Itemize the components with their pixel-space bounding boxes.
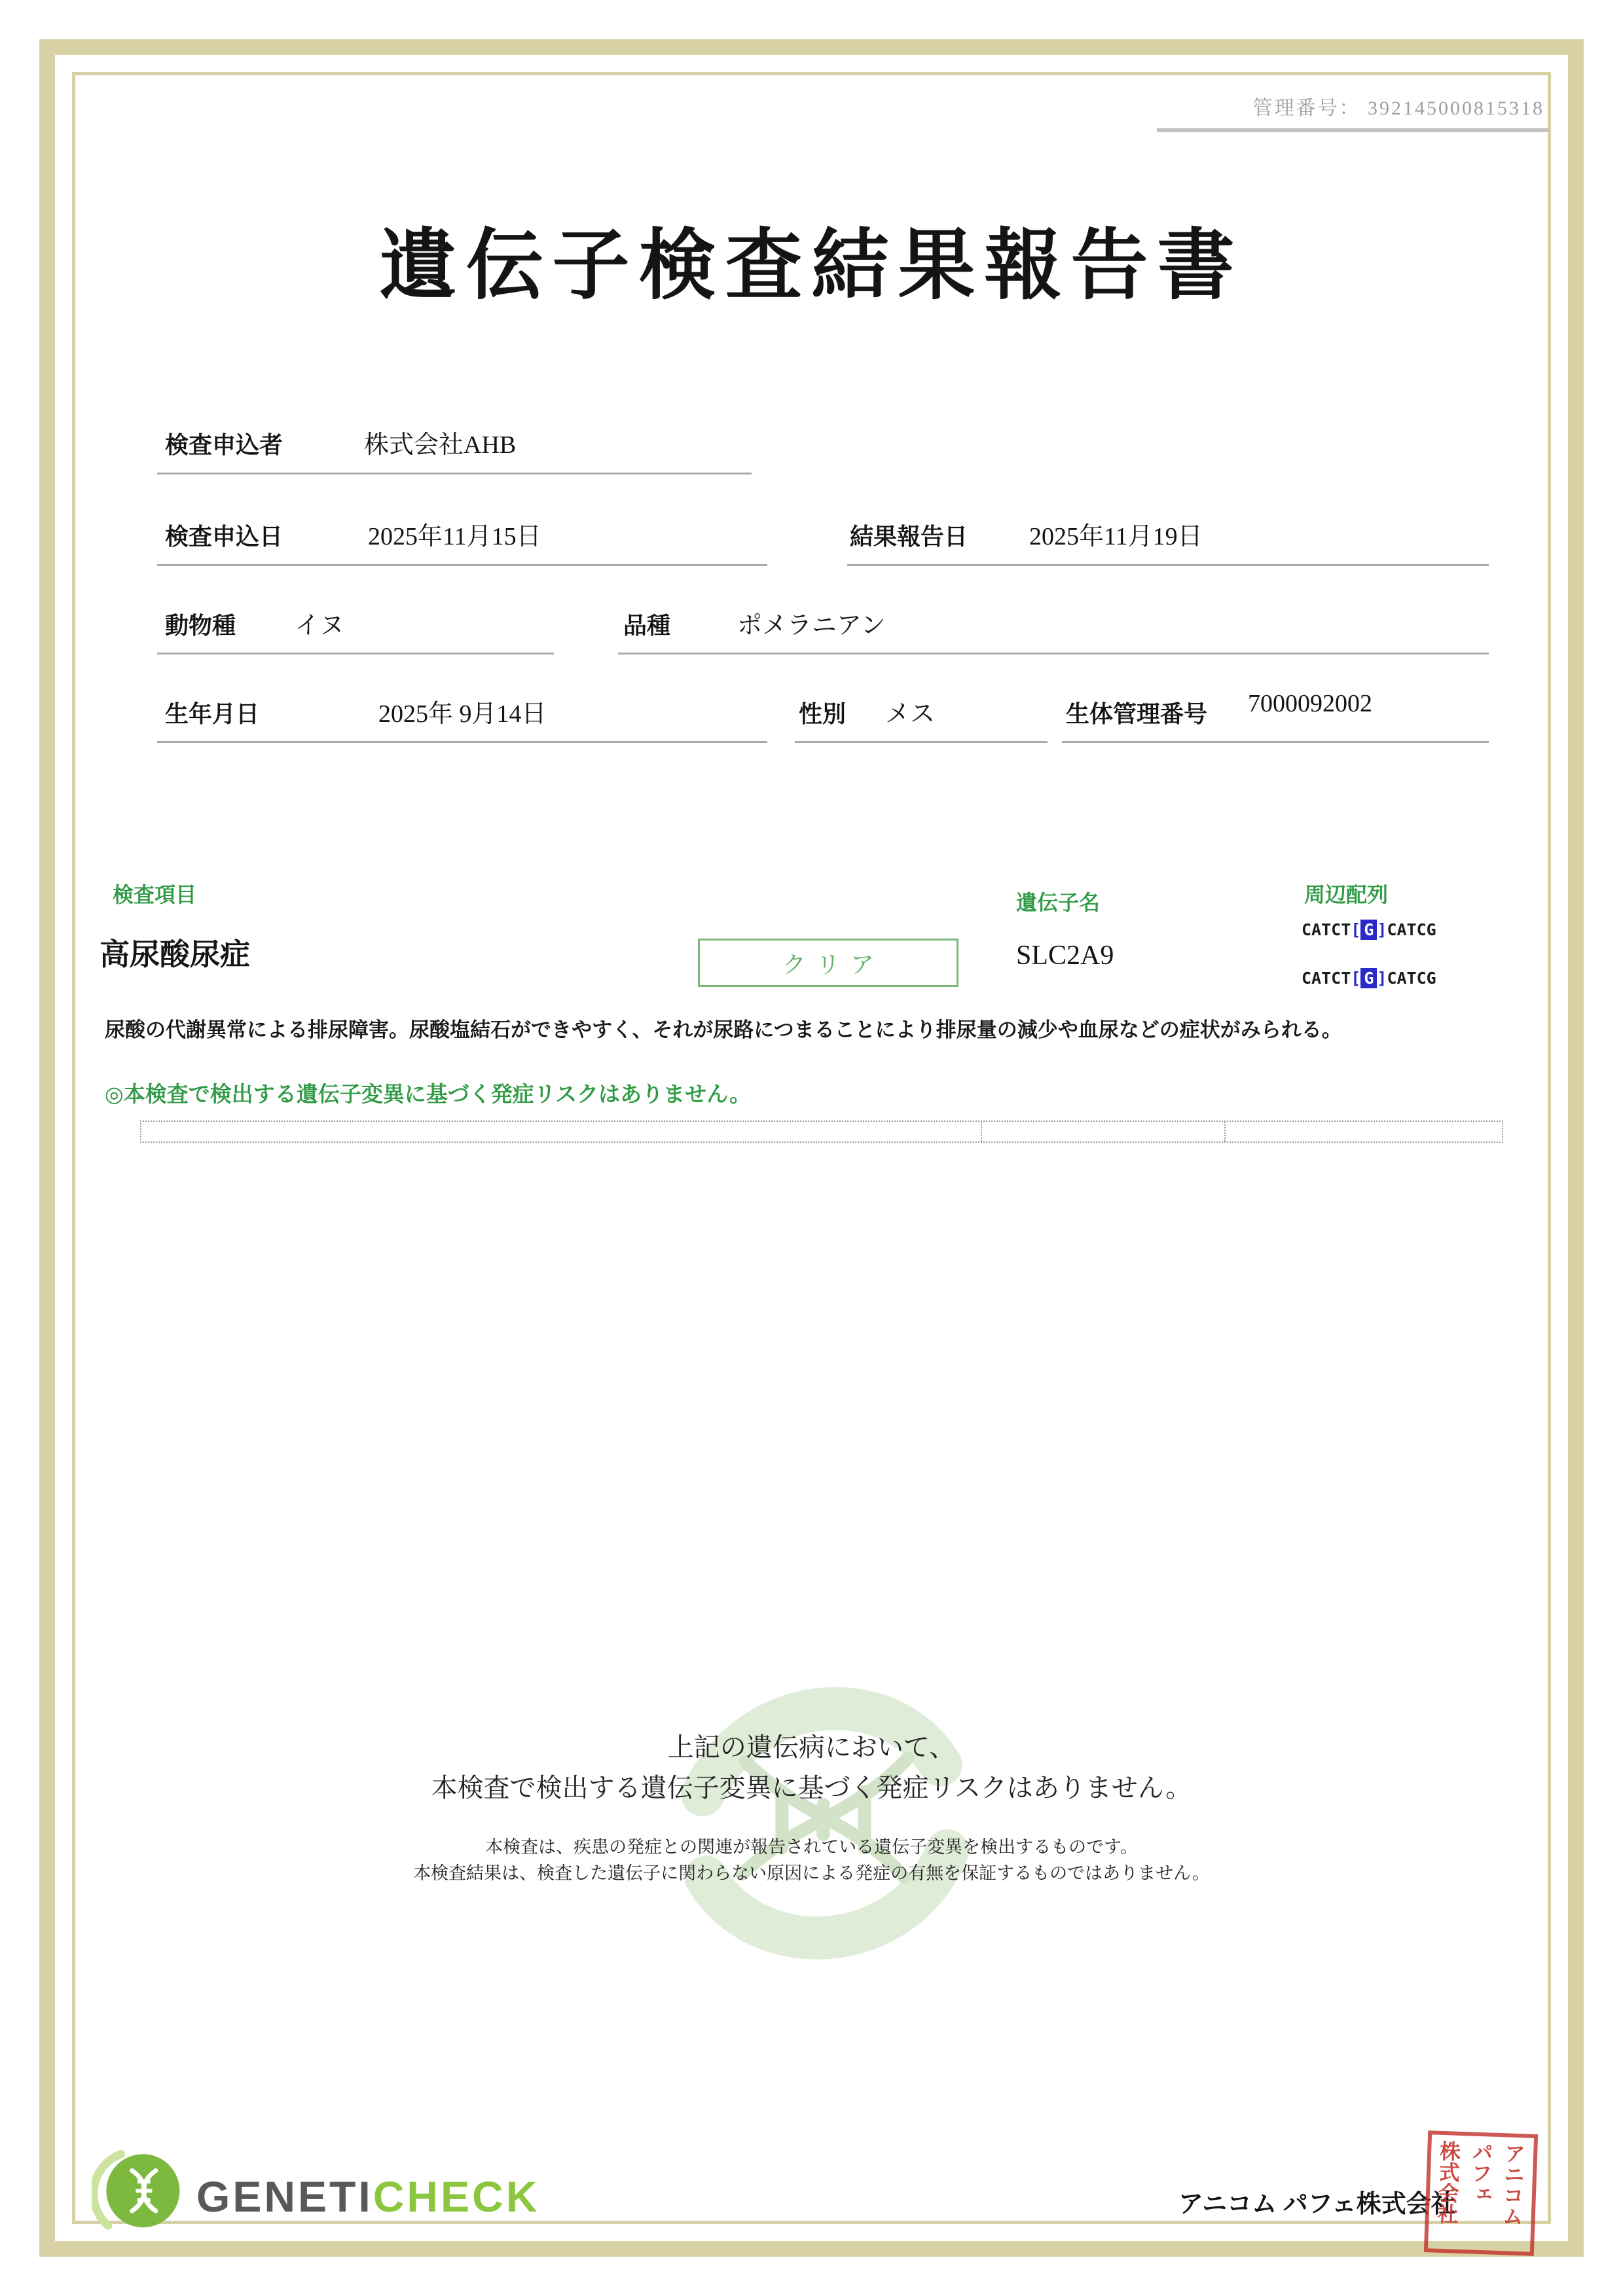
results-dotted-row: [140, 1121, 1503, 1143]
test-item-column-header: 検査項目: [113, 883, 197, 906]
sequence-suffix: CATCG: [1387, 969, 1436, 988]
sequence-suffix: CATCG: [1387, 920, 1436, 939]
report-date-underline: [847, 564, 1489, 566]
application-date-label: 検査申込日: [165, 524, 283, 550]
gene-name-value: SLC2A9: [1016, 941, 1114, 971]
disease-description: 尿酸の代謝異常による排尿障害。尿酸塩結石ができやすく、それが尿路につまることにより排尿量の減少や血尿などの症状がみられる。: [105, 1018, 1342, 1041]
control-number: [1253, 92, 1545, 120]
sequence-open-bracket: [: [1351, 920, 1361, 939]
dna-watermark-icon: [655, 1656, 989, 1986]
sequence-close-bracket: ]: [1377, 969, 1387, 988]
summary-line-2: 本検査で検出する遺伝子変異に基づく発症リスクはありません。: [431, 1774, 1192, 1803]
summary-line-1: 上記の遺伝病において、: [667, 1733, 956, 1762]
sex-value: メス: [885, 700, 936, 728]
brand-wordmark-check: CHECK: [373, 2172, 540, 2221]
control-number-value: 392145000815318: [1368, 98, 1544, 119]
sequence-variant-base: G: [1360, 968, 1377, 988]
gene-name-column-header: 遺伝子名: [1016, 891, 1101, 914]
sex-underline: [795, 741, 1048, 743]
summary-note-2: 本検査結果は、検査した遺伝子に関わらない原因による発症の有無を保証するものではありません。: [413, 1863, 1210, 1883]
disease-name: 高尿酸尿症: [100, 938, 250, 971]
application-date-value: 2025年11月15日: [368, 523, 541, 550]
animal-id-value: 7000092002: [1248, 690, 1372, 717]
brand-wordmark: [196, 2172, 539, 2221]
risk-note: ◎本検査で検出する遺伝子変異に基づく発症リスクはありません。: [105, 1083, 752, 1107]
applicant-label: 検査申込者: [165, 432, 283, 458]
breed-value: ポメラニアン: [737, 612, 886, 639]
report-date-label: 結果報告日: [850, 524, 968, 550]
birth-date-label: 生年月日: [165, 701, 260, 727]
sequence-open-bracket: [: [1351, 969, 1361, 988]
sequence-prefix: CATCT: [1302, 920, 1351, 939]
species-label: 動物種: [165, 613, 236, 639]
sequence-variant-base: G: [1360, 920, 1377, 940]
issuer-company-name: アニコム パフェ株式会社: [1178, 2191, 1456, 2218]
birth-date-value: 2025年 9月14日: [378, 700, 547, 728]
sex-label: 性別: [799, 701, 847, 727]
dotted-divider-2: [1224, 1122, 1226, 1141]
sequence-close-bracket: ]: [1377, 920, 1387, 939]
flanking-sequence-column-header: 周辺配列: [1304, 883, 1389, 906]
species-value: イヌ: [295, 612, 345, 639]
brand-wordmark-geneti: GENETI: [196, 2172, 373, 2221]
seal-column-2: パフェ: [1467, 2141, 1494, 2205]
birth-date-underline: [157, 741, 767, 743]
breed-label: 品種: [623, 613, 671, 639]
result-status-badge: クリア: [698, 939, 958, 987]
dotted-divider-1: [981, 1122, 982, 1141]
seal-column-3: 株式会社: [1434, 2140, 1461, 2225]
flanking-sequence-line-2: [1302, 969, 1436, 988]
animal-id-underline: [1062, 741, 1489, 743]
flanking-sequence-line-1: [1302, 920, 1436, 939]
applicant-value: 株式会社AHB: [364, 431, 517, 459]
animal-id-label: 生体管理番号: [1066, 701, 1208, 727]
species-underline: [157, 653, 554, 655]
summary-note-1: 本検査は、疾患の発症との関連が報告されている遺伝子変異を検出するものです。: [485, 1837, 1138, 1857]
breed-underline: [618, 653, 1489, 655]
page-title: 遺伝子検査結果報告書: [379, 223, 1244, 309]
company-seal-stamp: [1424, 2130, 1538, 2256]
sequence-prefix: CATCT: [1302, 969, 1351, 988]
geneticheck-logo-icon: [92, 2147, 183, 2238]
control-number-underline: [1157, 128, 1550, 132]
control-number-label: 管理番号：: [1252, 98, 1361, 119]
report-date-value: 2025年11月19日: [1029, 523, 1203, 550]
application-date-underline: [157, 564, 767, 566]
seal-column-1: アニコム: [1499, 2142, 1526, 2227]
applicant-underline: [157, 473, 752, 475]
